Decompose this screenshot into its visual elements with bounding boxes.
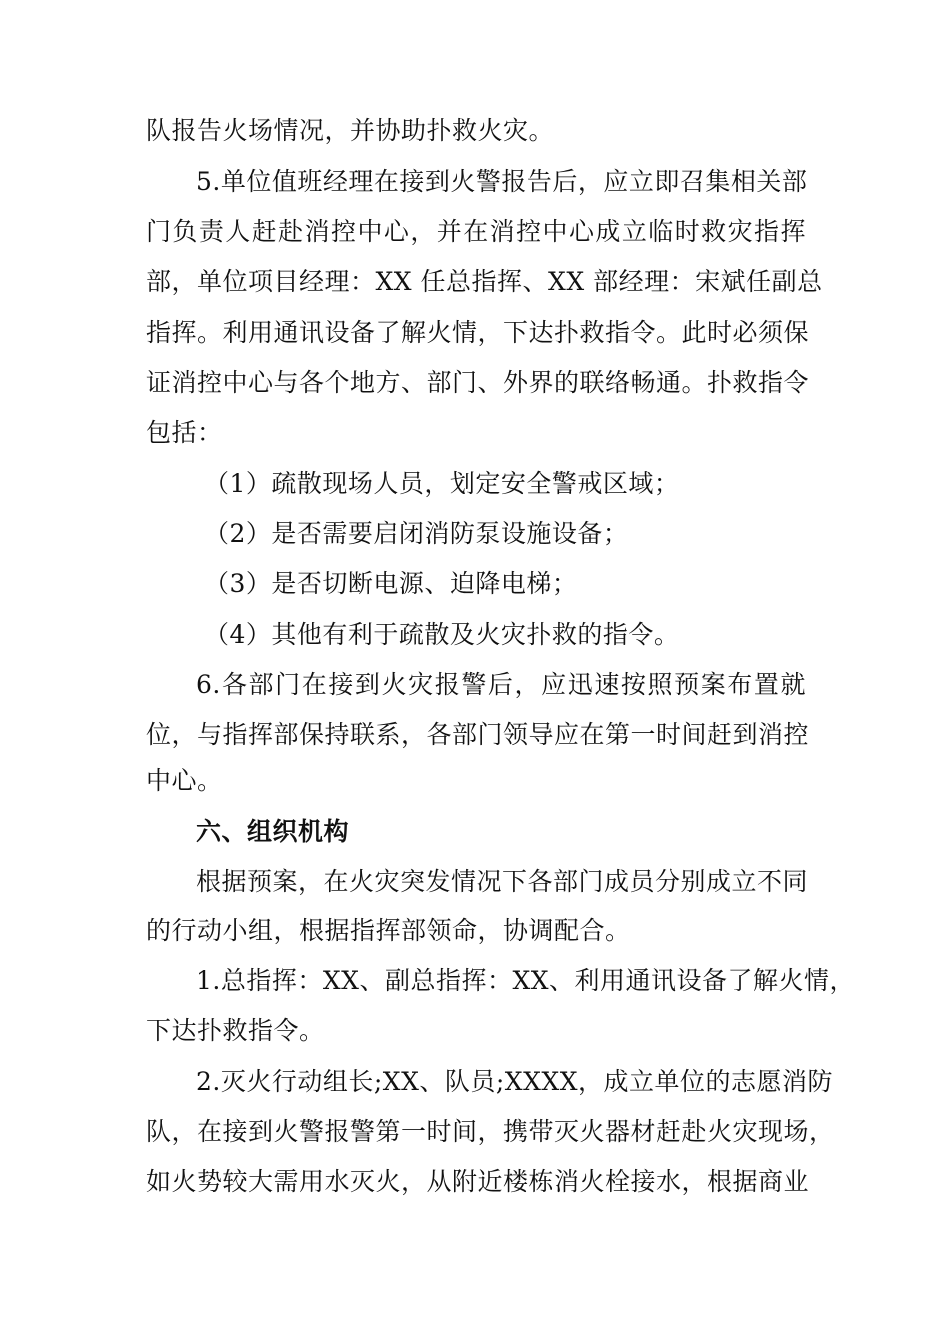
text-line-10: 中心。 <box>146 766 223 795</box>
text-line-12: 的行动小组，根据指挥部领命，协调配合。 <box>146 916 631 945</box>
text-line-1: 队报告火场情况，并协助扑救火灾。 <box>146 116 555 145</box>
text-line-13: 1.总指挥：XX、副总指挥：XX、利用通讯设备了解火情， <box>196 966 856 995</box>
text-line-7: 包括： <box>146 418 223 447</box>
text-line-16: 队，在接到火警报警第一时间，携带灭火器材赶赴火灾现场， <box>146 1117 835 1146</box>
text-line-11: 根据预案，在火灾突发情况下各部门成员分别成立不同 <box>196 867 809 896</box>
section-heading: 六、组织机构 <box>196 817 350 846</box>
text-line-6: 证消控中心与各个地方、部门、外界的联络畅通。扑救指令 <box>146 368 810 397</box>
text-line-4: 部，单位项目经理：XX 任总指挥、XX 部经理：宋斌任副总 <box>146 267 823 296</box>
list-item-4: （4）其他有利于疏散及火灾扑救的指令。 <box>204 620 680 649</box>
text-line-15: 2.灭火行动组长;XX、队员;XXXX，成立单位的志愿消防 <box>196 1067 833 1096</box>
text-line-2: 5.单位值班经理在接到火警报告后，应立即召集相关部 <box>196 167 808 196</box>
text-line-14: 下达扑救指令。 <box>146 1016 325 1045</box>
text-line-17: 如火势较大需用水灭火，从附近楼栋消火栓接水，根据商业 <box>146 1167 810 1196</box>
list-item-2: （2）是否需要启闭消防泵设施设备； <box>204 519 629 548</box>
list-item-1: （1）疏散现场人员，划定安全警戒区域； <box>204 469 680 498</box>
text-line-9: 位，与指挥部保持联系，各部门领导应在第一时间赶到消控 <box>146 720 810 749</box>
text-line-8: 6.各部门在接到火灾报警后，应迅速按照预案布置就 <box>196 670 806 699</box>
text-line-5: 指挥。利用通讯设备了解火情，下达扑救指令。此时必须保 <box>146 318 810 347</box>
list-item-3: （3）是否切断电源、迫降电梯； <box>204 569 578 598</box>
text-line-3: 门负责人赶赴消控中心，并在消控中心成立临时救灾指挥 <box>146 217 806 246</box>
